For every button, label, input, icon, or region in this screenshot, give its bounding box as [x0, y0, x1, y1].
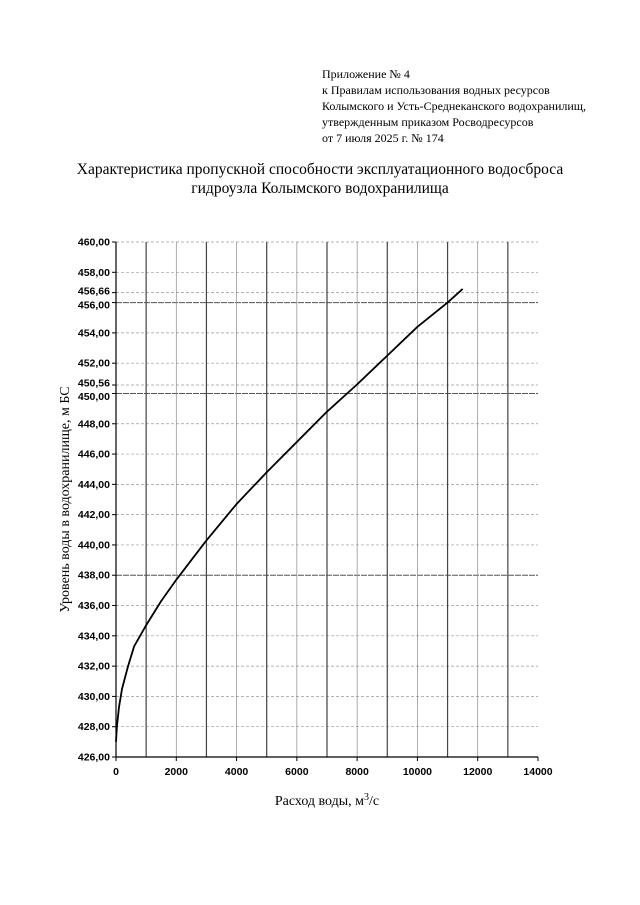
y-tick-label: 456,66 [77, 285, 110, 298]
y-tick-label: 460,00 [77, 236, 110, 249]
y-tick-label: 444,00 [77, 478, 110, 491]
chart-title-line: Характеристика пропускной способности эксплуатационного водосброса [76, 161, 564, 178]
y-tick-label: 440,00 [77, 539, 110, 552]
x-axis-label: Расход воды, $м^3/с$ [274, 792, 380, 809]
x-tick-label: 4000 [224, 766, 249, 778]
y-tick-label: 442,00 [77, 509, 110, 522]
appendix-line: от 7 июля 2025 г. № 174 [322, 131, 444, 145]
y-tick-label: 448,00 [77, 418, 110, 431]
x-tick-label: 6000 [285, 766, 309, 778]
x-tick-label: 8000 [345, 766, 369, 778]
y-tick-label: 434,00 [77, 630, 110, 643]
y-tick-label: 456,00 [77, 299, 110, 312]
y-tick-label: 458,00 [77, 266, 110, 279]
y-axis-label: Уровень воды в водохранилище, м БС [58, 386, 73, 613]
y-tick-label: 446,00 [77, 448, 110, 461]
y-tick-label: 450,56 [77, 377, 110, 390]
y-tick-label: 428,00 [77, 721, 110, 734]
y-tick-label: 426,00 [77, 751, 110, 764]
grid-layer [116, 242, 538, 757]
x-tick-label: 12000 [463, 766, 493, 778]
appendix-line: Колымского и Усть-Среднеканского водохранилищ, [322, 99, 587, 113]
y-tick-label: 432,00 [77, 660, 110, 673]
axis-layer [112, 242, 538, 761]
y-tick-label: 450,00 [77, 390, 110, 403]
x-tick-label: 10000 [402, 766, 433, 778]
y-tick-label: 436,00 [77, 600, 110, 613]
label-layer [58, 237, 553, 810]
y-tick-label: 452,00 [77, 357, 110, 370]
series-layer [116, 289, 463, 742]
y-tick-label: 430,00 [77, 690, 110, 703]
x-tick-label: 2000 [164, 766, 188, 778]
appendix-line: к Правилам использования водных ресурсов [322, 83, 550, 97]
y-tick-label: 454,00 [77, 327, 110, 340]
series-line [116, 289, 463, 742]
x-tick-label: 0 [113, 766, 119, 778]
y-tick-label: 438,00 [77, 569, 110, 582]
appendix-line: Приложение № 4 [322, 67, 410, 81]
appendix-line: утвержденным приказом Росводресурсов [322, 115, 534, 129]
chart-title-line: гидроузла Колымского водохранилища [191, 180, 449, 197]
x-tick-label: 14000 [523, 766, 553, 778]
